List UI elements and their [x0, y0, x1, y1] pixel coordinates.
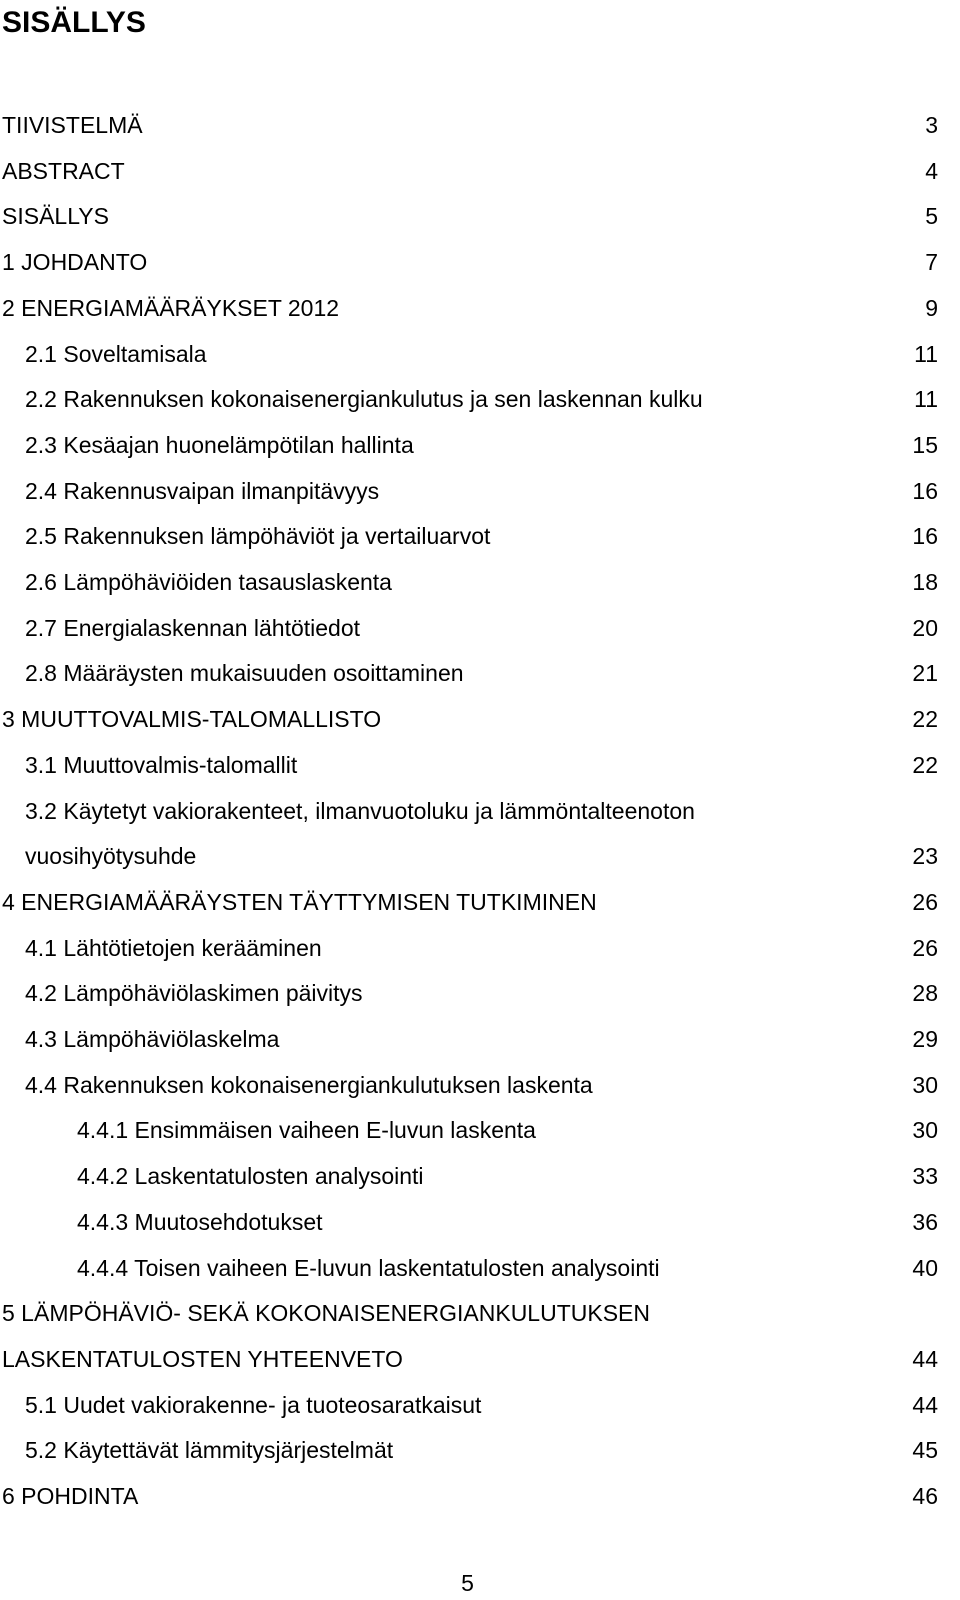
toc-entry-page: 5	[925, 203, 938, 230]
toc-entry-label: 2.5 Rakennuksen lämpöhäviöt ja vertailuarvot	[25, 523, 491, 550]
toc-entry[interactable]	[0, 109, 960, 141]
toc-entry-label: 4.1 Lähtötietojen kerääminen	[25, 934, 322, 961]
toc-entry-page: 26	[912, 888, 938, 915]
toc-entry-label: 1 JOHDANTO	[2, 249, 148, 276]
toc-entry-page: 22	[912, 751, 938, 778]
toc-entry-page: 11	[914, 386, 938, 413]
toc-entry[interactable]	[0, 1343, 960, 1375]
toc-entry-page: 9	[925, 294, 938, 321]
toc-entry-label: vuosihyötysuhde	[25, 843, 197, 870]
toc-entry[interactable]	[0, 977, 960, 1009]
toc-entry[interactable]	[0, 246, 960, 278]
toc-entry[interactable]	[0, 292, 960, 324]
toc-entry-label: LASKENTATULOSTEN YHTEENVETO	[2, 1345, 403, 1372]
toc-entry-label: TIIVISTELMÄ	[2, 112, 143, 138]
toc-entry-page: 7	[925, 249, 938, 276]
toc-entry[interactable]	[0, 520, 960, 552]
toc-entry-label: 5.2 Käytettävät lämmitysjärjestelmät	[25, 1437, 394, 1464]
toc-entry-page: 4	[925, 157, 938, 184]
toc-entry[interactable]	[0, 657, 960, 689]
toc-entry[interactable]	[0, 1297, 960, 1329]
toc-entry-page: 3	[925, 112, 938, 138]
toc-entry[interactable]	[0, 840, 960, 872]
toc-entry[interactable]	[0, 383, 960, 415]
toc-entry[interactable]	[0, 886, 960, 918]
toc-entry-label: 4.4.2 Laskentatulosten analysointi	[77, 1163, 424, 1190]
toc-entry-page: 16	[912, 523, 938, 550]
toc-entry-label: SISÄLLYS	[2, 203, 109, 230]
toc-entry-page: 46	[912, 1483, 938, 1509]
toc-entry-label: 3 MUUTTOVALMIS-TALOMALLISTO	[2, 706, 382, 733]
toc-entry-label: 2.1 Soveltamisala	[25, 340, 207, 367]
toc-entry-label: ABSTRACT	[2, 157, 125, 184]
toc-entry-label: 5.1 Uudet vakiorakenne- ja tuoteosaratkaisut	[25, 1391, 482, 1418]
toc-entry-page: 44	[912, 1391, 938, 1418]
toc-entry-page: 44	[912, 1345, 938, 1372]
toc-entry[interactable]	[0, 200, 960, 232]
toc-entry-page: 36	[912, 1208, 938, 1235]
toc-entry[interactable]	[0, 1252, 960, 1284]
toc-entry-label: 2 ENERGIAMÄÄRÄYKSET 2012	[2, 294, 340, 321]
toc-entry-page: 18	[912, 569, 938, 595]
toc-entry-page: 33	[912, 1163, 938, 1190]
toc-entry-label: 4.4.4 Toisen vaiheen E-luvun laskentatulosten analysointi	[77, 1254, 660, 1281]
toc-entry[interactable]	[0, 1206, 960, 1238]
toc-entry-label: 4.4 Rakennuksen kokonaisenergiankulutuksen laskenta	[25, 1071, 593, 1098]
toc-entry-page: 28	[912, 980, 938, 1007]
toc-entry-page: 26	[912, 934, 938, 961]
toc-entry[interactable]	[0, 1434, 960, 1466]
toc-entry-page: 23	[912, 843, 938, 870]
toc-entry-label: 2.4 Rakennusvaipan ilmanpitävyys	[25, 477, 380, 504]
toc-entry-label: 5 LÄMPÖHÄVIÖ- SEKÄ KOKONAISENERGIANKULUTUKSEN	[2, 1300, 650, 1327]
toc-entry-label: 4.2 Lämpöhäviölaskimen päivitys	[25, 980, 363, 1007]
toc-entry[interactable]	[0, 749, 960, 781]
toc-entry[interactable]	[0, 1480, 960, 1512]
toc-entry[interactable]	[0, 1160, 960, 1192]
toc-entry[interactable]	[0, 566, 960, 598]
toc-entry-page: 30	[912, 1071, 938, 1098]
toc-entry-page: 29	[912, 1026, 938, 1052]
toc-entry-label: 2.2 Rakennuksen kokonaisenergiankulutus ja sen laskennan kulku	[25, 386, 703, 413]
toc-entry[interactable]	[0, 1023, 960, 1055]
toc-entry-label: 4.4.1 Ensimmäisen vaiheen E-luvun laskenta	[77, 1117, 536, 1144]
toc-entry-label: 6 POHDINTA	[2, 1483, 139, 1509]
toc-entry[interactable]	[0, 703, 960, 735]
toc-entry-label: 4 ENERGIAMÄÄRÄYSTEN TÄYTTYMISEN TUTKIMINEN	[2, 888, 597, 915]
toc-entry-label: 3.2 Käytetyt vakiorakenteet, ilmanvuotoluku ja lämmöntalteenoton	[25, 797, 695, 824]
toc-entry[interactable]	[0, 155, 960, 187]
toc-entry-page: 40	[912, 1254, 938, 1281]
toc-entry-page: 15	[912, 431, 938, 458]
toc-entry-label: 2.8 Määräysten mukaisuuden osoittaminen	[25, 660, 464, 687]
toc-entry[interactable]	[0, 1069, 960, 1101]
toc-entry[interactable]	[0, 932, 960, 964]
toc-entry-page: 16	[912, 477, 938, 504]
toc-entry-label: 4.4.3 Muutosehdotukset	[77, 1208, 323, 1235]
toc-entry-page: 30	[912, 1117, 938, 1144]
toc-entry[interactable]	[0, 475, 960, 507]
toc-entry[interactable]	[0, 795, 960, 827]
toc-entry-page: 20	[912, 614, 938, 641]
toc-entry[interactable]	[0, 429, 960, 461]
toc-entry-label: 4.3 Lämpöhäviölaskelma	[25, 1026, 280, 1052]
page-number: 5	[461, 1570, 474, 1596]
toc-entry[interactable]	[0, 1114, 960, 1146]
toc-entry-label: 2.6 Lämpöhäviöiden tasauslaskenta	[25, 569, 392, 595]
toc-entry-page: 21	[912, 660, 938, 687]
toc-entry-label: 2.3 Kesäajan huonelämpötilan hallinta	[25, 431, 414, 458]
toc-entry-page: 11	[914, 340, 938, 367]
toc-entry-page: 45	[912, 1437, 938, 1464]
toc-entry-page: 22	[912, 706, 938, 733]
toc-entry-label: 3.1 Muuttovalmis-talomallit	[25, 751, 298, 778]
toc-entry[interactable]	[0, 1389, 960, 1421]
toc-entry[interactable]	[0, 612, 960, 644]
page-title: SISÄLLYS	[2, 6, 146, 39]
toc-entry[interactable]	[0, 338, 960, 370]
toc-entry-label: 2.7 Energialaskennan lähtötiedot	[25, 614, 361, 641]
